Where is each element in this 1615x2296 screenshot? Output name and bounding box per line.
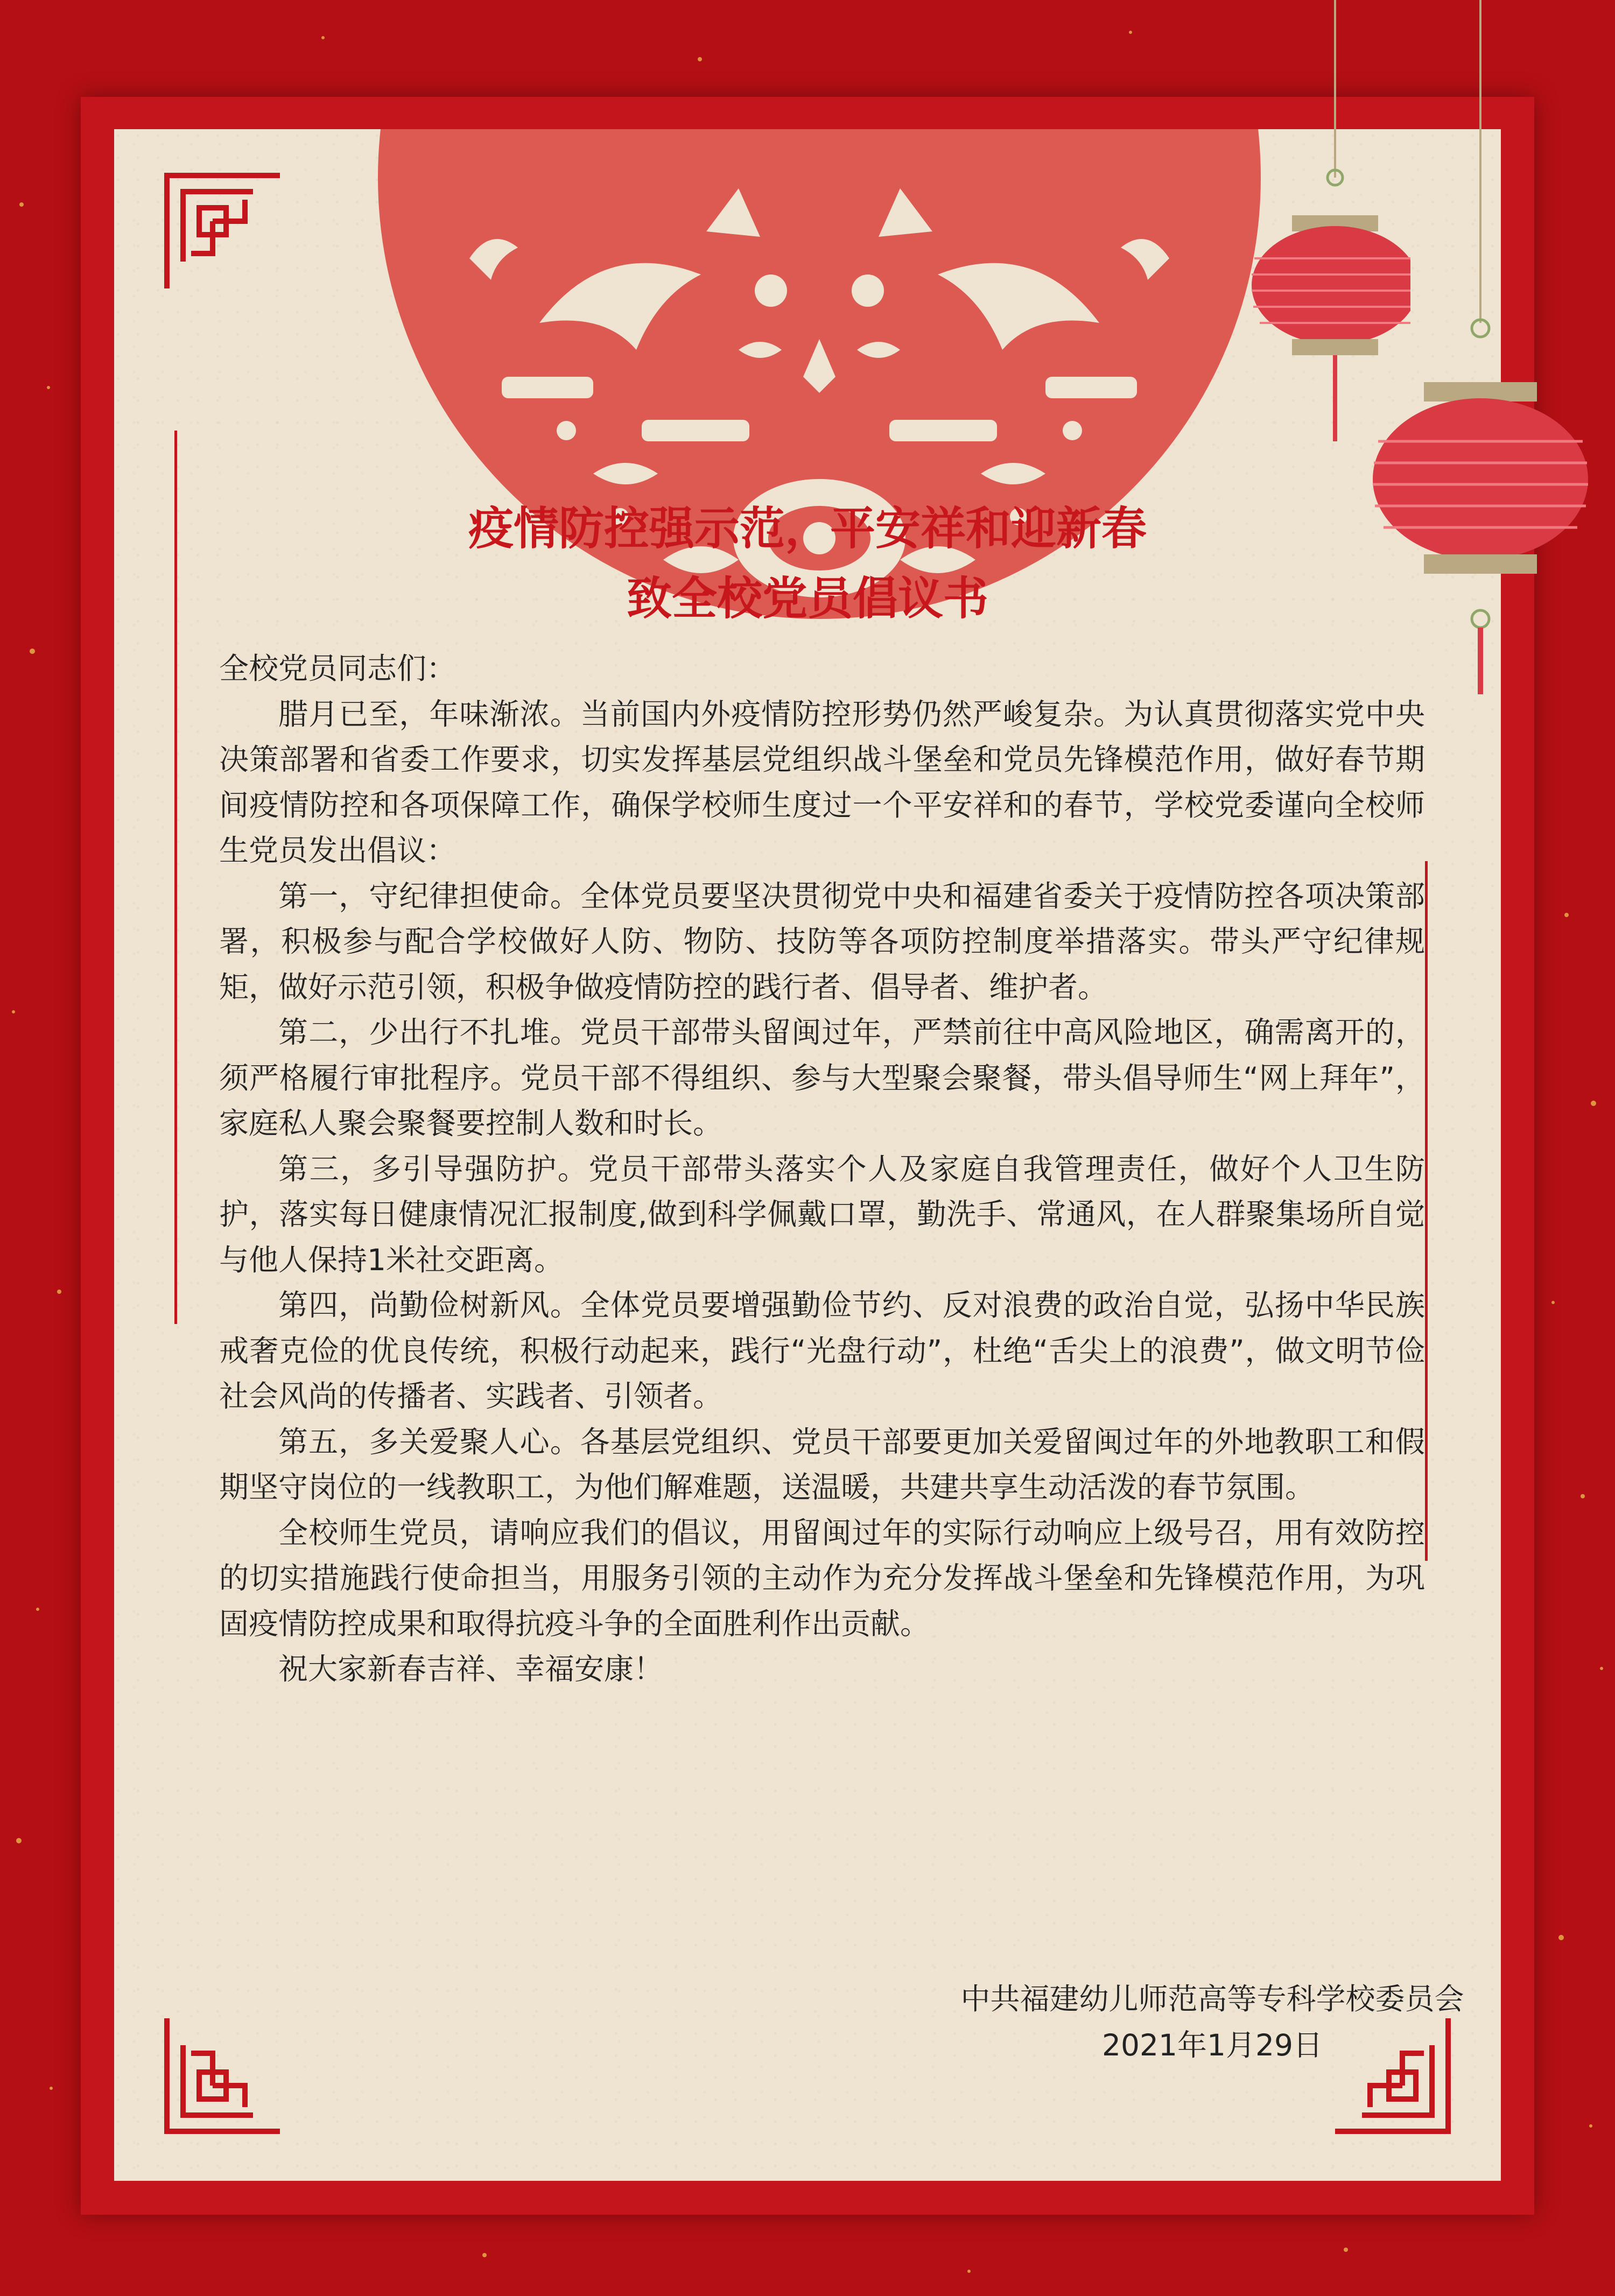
letter-subtitle: 致全校党员倡议书 xyxy=(626,572,988,625)
salutation: 全校党员同志们： xyxy=(219,651,457,686)
paragraph-point-3: 第三，多引导强防护。党员干部带头落实个人及家庭自我管理责任，做好个人卫生防护，落实每日健康情况汇报制度,做到科学佩戴口罩，勤洗手、常通风，在人群聚集场所自觉与他人保持1米社交距离。 xyxy=(219,1151,1425,1277)
paragraph-wishes: 祝大家新春吉祥、幸福安康！ xyxy=(278,1652,664,1686)
corner-ornament-icon xyxy=(162,2013,285,2137)
lantern-icon xyxy=(1357,0,1604,700)
paragraph-intro: 腊月已至，年味渐浓。当前国内外疫情防控形势仍然严峻复杂。为认真贯彻落实党中央决策部署和省委工作要求，切实发挥基层党组织战斗堡垒和党员先锋模范作用，做好春节期间疫情防控和各项保障工作，确保学校师生度过一个平安祥和的春节，学校党委谨向全校师生党员发出倡议： xyxy=(219,696,1425,868)
paragraph-point-5: 第五，多关爱聚人心。各基层党组织、党员干部要更加关爱留闽过年的外地教职工和假期坚守岗位的一线教职工，为他们解难题，送温暖，共建共享生动活泼的春节氛围。 xyxy=(219,1424,1425,1504)
signature-org: 中共福建幼儿师范高等专科学校委员会 xyxy=(960,1982,1464,2016)
left-divider-line xyxy=(174,431,177,1324)
letter-title: 疫情防控强示范，平安祥和迎新春 xyxy=(468,502,1147,555)
paragraph-closing: 全校师生党员，请响应我们的倡议，用留闽过年的实际行动响应上级号召，用有效防控的切实措施践行使命担当，用服务引领的主动作为充分发挥战斗堡垒和先锋模范作用，为巩固疫情防控成果和取得抗疫斗争的全面胜利作出贡献。 xyxy=(219,1515,1425,1641)
paragraph-point-2: 第二，少出行不扎堆。党员干部带头留闽过年，严禁前往中高风险地区，确需离开的，须严格履行审批程序。党员干部不得组织、参与大型聚会聚餐，带头倡导师生“网上拜年”，家庭私人聚会聚餐要控制人数和时长。 xyxy=(219,1015,1425,1140)
corner-ornament-icon xyxy=(162,170,285,294)
letter-body xyxy=(219,646,1425,1692)
papercut-ox-icon xyxy=(362,129,1277,635)
paragraph-point-4: 第四，尚勤俭树新风。全体党员要增强勤俭节约、反对浪费的政治自觉，弘扬中华民族戒奢克俭的优良传统，积极行动起来，践行“光盘行动”，杜绝“舌尖上的浪费”，做文明节俭社会风尚的传播者、实践者、引领者。 xyxy=(219,1288,1425,1413)
paragraph-point-1: 第一，守纪律担使命。全体党员要坚决贯彻党中央和福建省委关于疫情防控各项决策部署，积极参与配合学校做好人防、物防、技防等各项防控制度举措落实。带头严守纪律规矩，做好示范引领，积极争做疫情防控的践行者、倡导者、维护者。 xyxy=(219,878,1425,1004)
signature-date: 2021年1月29日 xyxy=(1102,2028,1323,2062)
right-divider-line xyxy=(1425,861,1428,1561)
